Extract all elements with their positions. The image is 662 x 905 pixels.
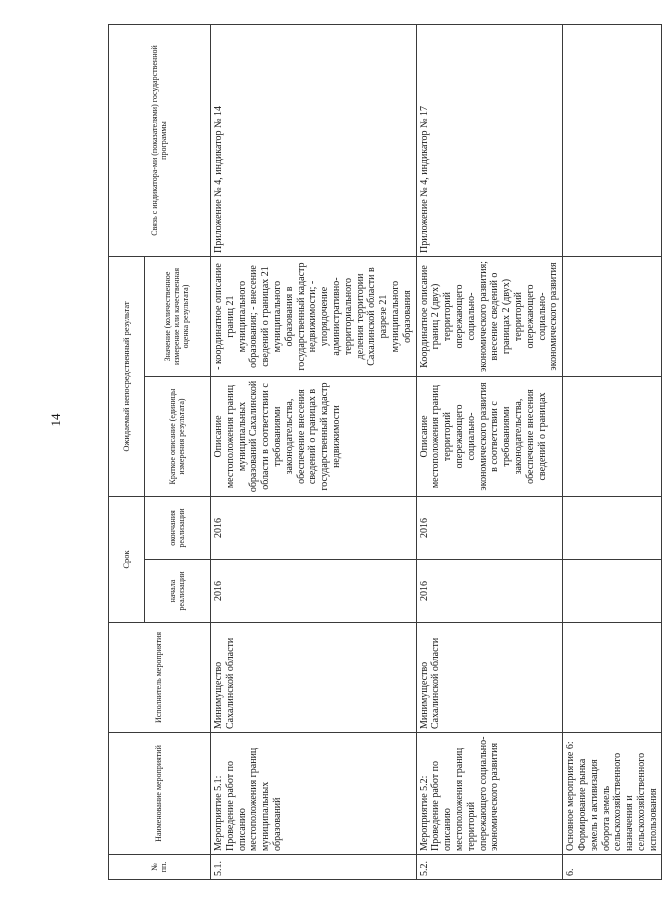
cell-value xyxy=(563,257,662,377)
rotated-page xyxy=(108,25,659,880)
cell-name: Мероприятие 5.2: Проведение работ по описанию местоположения границ территорий опережающего социально-экономического развития xyxy=(416,733,563,855)
cell-start: 2016 xyxy=(211,560,417,623)
cell-value: Координатное описание границ 2 (двух) территорий опережающего социально-экономического развития; внесение сведений о границах 2 (двух) территорий опережающего социально-экономического развития xyxy=(416,257,563,377)
cell-link: Приложение № 4, индикатор № 17 xyxy=(416,25,563,257)
cell-name: Основное мероприятие 6: Формирование рынка земель и активизация оборота земель сельскохозяйственного назначения и сельскохозяйственного использования xyxy=(563,733,662,855)
cell-executor: Минимущество Сахалинской области xyxy=(211,623,417,733)
header-row-1 xyxy=(109,25,145,880)
cell-link xyxy=(563,25,662,257)
cell-num: 5.2. xyxy=(416,855,563,880)
header-link: Связь с индикатора-ми (показателями) государственной программы xyxy=(109,25,211,257)
table-row xyxy=(211,25,417,880)
cell-end xyxy=(563,497,662,560)
program-table xyxy=(108,24,662,880)
cell-num: 5.1. xyxy=(211,855,417,880)
cell-brief: Описание местоположения границ муниципальных образований Сахалинской области в соответствии с требованиями законодательства, обеспечение внесения сведений о границах в государственный кадастр недвижимости xyxy=(211,377,417,497)
header-result-brief: Краткое описание (единицы измерения результата) xyxy=(145,377,211,497)
header-result: Ожидаемый непосредственный результат xyxy=(109,257,145,497)
cell-start: 2016 xyxy=(416,560,563,623)
cell-start xyxy=(563,560,662,623)
cell-brief xyxy=(563,377,662,497)
table-row xyxy=(563,25,662,880)
cell-end: 2016 xyxy=(211,497,417,560)
header-name: Наименование мероприятий xyxy=(109,733,211,855)
cell-executor: Минимущество Сахалинской области xyxy=(416,623,563,733)
header-term: Срок xyxy=(109,497,145,623)
header-result-value: Значение (количественное измерение или качественная оценка результата) xyxy=(145,257,211,377)
header-term-start: начала реализации xyxy=(145,560,211,623)
cell-end: 2016 xyxy=(416,497,563,560)
cell-link: Приложение № 4, индикатор № 14 xyxy=(211,25,417,257)
cell-brief: Описание местоположения границ территорий опережающего социально-экономического развития в соответствии с требованиями законодательства, обеспечение внесения сведений о границах xyxy=(416,377,563,497)
page-number: 14 xyxy=(48,413,63,427)
header-term-end: окончания реализации xyxy=(145,497,211,560)
header-num: № пп. xyxy=(109,855,211,880)
table-row xyxy=(416,25,563,880)
header-executor: Исполнитель мероприятия xyxy=(109,623,211,733)
cell-num: 6. xyxy=(563,855,662,880)
cell-name: Мероприятие 5.1: Проведение работ по описанию местоположения границ муниципальных образований xyxy=(211,733,417,855)
cell-executor xyxy=(563,623,662,733)
cell-value: - координатное описание границ 21 муниципального образования; - внесение сведений о границах 21 муниципального образования в государственный кадастр недвижимости; - упорядочение административно-территориального деления территории Сахалинской области в разрезе 21 муниципального образования xyxy=(211,257,417,377)
